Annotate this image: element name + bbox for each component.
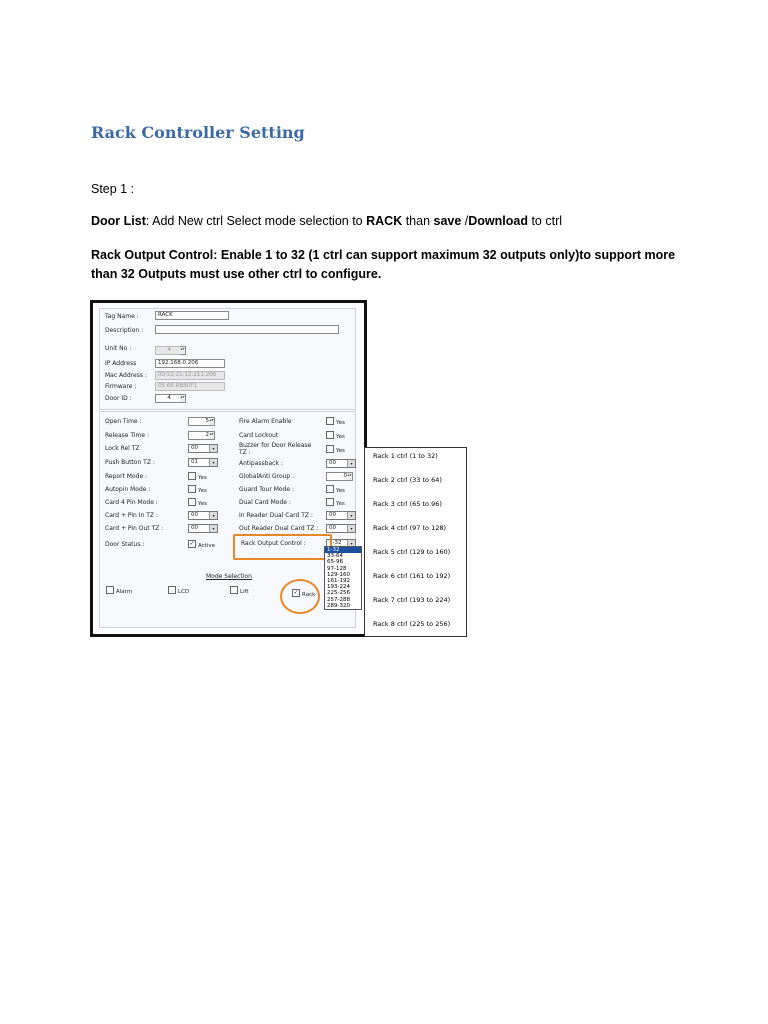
rack-mode-highlight	[280, 579, 320, 614]
fire-alarm-label: Fire Alarm Enable	[239, 418, 292, 425]
door-status-label: Door Status :	[105, 541, 145, 548]
door-list-rack: RACK	[366, 214, 403, 228]
rack-output-control-label: Rack Output Control :	[241, 540, 306, 547]
chevron-down-icon: ▾	[209, 459, 217, 466]
rack-output-paragraph: Rack Output Control: Enable 1 to 32 (1 ctrl can support maximum 32 outputs only)to support more than 32 Outputs must use other ctrl to configure.	[91, 248, 676, 281]
card-pin-in-tz-value: 00	[191, 512, 198, 518]
global-anti-group-spinner-icon[interactable]: ▴▾	[347, 472, 353, 481]
card-4-pin-mode-label: Card 4 Pin Mode :	[105, 499, 158, 506]
antipassback-label: Antipassback :	[239, 460, 283, 467]
lock-rel-tz-select[interactable]	[188, 444, 218, 453]
guard-tour-mode-checkbox[interactable]	[326, 485, 334, 493]
dropdown-option[interactable]: 97-128	[327, 565, 347, 572]
release-time-input[interactable]: 2	[188, 431, 210, 440]
dual-card-mode-label: Dual Card Mode :	[239, 499, 291, 506]
push-button-tz-value: 01	[191, 459, 198, 465]
push-button-tz-label: Push Button TZ :	[105, 459, 155, 466]
tag-name-input[interactable]: RACK	[155, 311, 229, 320]
push-button-tz-select[interactable]	[188, 458, 218, 467]
autopin-mode-checkbox[interactable]	[188, 485, 196, 493]
global-anti-group-label: GlobalAnti Group :	[239, 473, 295, 480]
dropdown-option[interactable]: 1-32	[325, 547, 361, 553]
report-mode-yes-label: Yes	[198, 475, 207, 481]
lock-rel-tz-value: 00	[191, 445, 198, 451]
door-list-label: Door List	[91, 214, 146, 228]
dropdown-option[interactable]: 193-224	[327, 584, 350, 591]
door-status-checkbox[interactable]: ✓	[189, 540, 195, 547]
dropdown-option[interactable]: 161-192	[327, 578, 350, 585]
out-reader-dual-card-tz-select[interactable]	[326, 524, 356, 533]
legend-item: Rack 1 ctrl (1 to 32)	[373, 452, 438, 460]
ip-address-input[interactable]: 192.168.0.206	[155, 359, 225, 368]
rack-mode-checkbox[interactable]: ✓	[293, 589, 299, 596]
legend-item: Rack 7 ctrl (193 to 224)	[373, 596, 451, 604]
card-lockout-yes-label: Yes	[336, 434, 345, 440]
in-reader-dual-card-tz-select[interactable]	[326, 511, 356, 520]
card-pin-out-tz-value: 00	[191, 525, 198, 531]
legend-item: Rack 5 ctrl (129 to 160)	[373, 548, 451, 556]
release-time-spinner-icon[interactable]: ▴▾	[209, 431, 215, 440]
legend-item: Rack 6 ctrl (161 to 192)	[373, 572, 451, 580]
chevron-down-icon: ▾	[347, 540, 355, 547]
firmware-label: Firmware :	[105, 383, 137, 390]
mode-selection-label: Mode Selection	[206, 573, 252, 580]
rack-output-highlight	[233, 534, 332, 560]
legend-item: Rack 4 ctrl (97 to 128)	[373, 524, 447, 532]
fire-alarm-checkbox[interactable]	[326, 417, 334, 425]
card-pin-out-tz-label: Card + Pin Out TZ :	[105, 525, 164, 532]
door-list-text-2: than	[402, 214, 434, 228]
fire-alarm-yes-label: Yes	[336, 420, 345, 426]
dropdown-option[interactable]: 65-96	[327, 559, 343, 566]
dropdown-option[interactable]: 225-256	[327, 590, 350, 597]
card-4-pin-mode-checkbox[interactable]	[188, 498, 196, 506]
lcd-mode-checkbox[interactable]	[168, 586, 176, 594]
unit-no-label: Unit No :	[105, 345, 132, 352]
card-lockout-checkbox[interactable]	[326, 431, 334, 439]
rack-output-dropdown-list	[324, 546, 362, 610]
rack-legend-box	[364, 447, 467, 637]
dropdown-option[interactable]: 289-320	[327, 602, 350, 609]
legend-item: Rack 3 ctrl (65 to 96)	[373, 500, 442, 508]
open-time-input[interactable]: 5	[188, 417, 210, 426]
door-list-save: save	[433, 214, 462, 228]
card-4-pin-mode-yes-label: Yes	[198, 501, 207, 507]
chevron-down-icon: ▾	[347, 525, 355, 532]
mac-address-label: Mac Address :	[105, 372, 147, 379]
lift-mode-label: Lift	[240, 589, 249, 595]
dual-card-mode-yes-label: Yes	[336, 501, 345, 507]
basic-info-panel	[99, 308, 356, 410]
out-reader-dual-card-tz-label: Out Reader Dual Card TZ :	[239, 525, 319, 532]
lift-mode-checkbox[interactable]	[230, 586, 238, 594]
guard-tour-mode-yes-label: Yes	[336, 488, 345, 494]
door-list-paragraph	[91, 212, 562, 231]
rack-mode-label: Rack	[302, 592, 316, 598]
rack-output-control-value: 1-32	[329, 540, 342, 546]
buzzer-yes-label: Yes	[336, 448, 345, 454]
in-reader-dual-card-tz-label: In Reader Dual Card TZ :	[239, 512, 313, 519]
firmware-input: 05.66.RBB0F1	[155, 382, 225, 391]
autopin-mode-yes-label: Yes	[198, 488, 207, 494]
lock-rel-tz-label: Lock Rel TZ	[105, 445, 140, 452]
alarm-mode-checkbox[interactable]	[106, 586, 114, 594]
out-reader-dual-card-tz-value: 00	[329, 525, 336, 531]
card-pin-in-tz-label: Card + Pin In TZ :	[105, 512, 158, 519]
ip-address-label: IP Address	[105, 360, 137, 367]
global-anti-group-input[interactable]: 0	[326, 472, 348, 481]
guard-tour-mode-label: Guard Tour Mode :	[239, 486, 294, 493]
dropdown-option[interactable]: 33-64	[327, 553, 343, 560]
chevron-down-icon: ▾	[209, 525, 217, 532]
door-list-download: Download	[468, 214, 528, 228]
release-time-label: Release Time :	[105, 432, 149, 439]
chevron-down-icon: ▾	[209, 512, 217, 519]
door-id-input[interactable]: 4	[155, 394, 181, 403]
in-reader-dual-card-tz-value: 00	[329, 512, 336, 518]
page-title: Rack Controller Setting	[91, 123, 305, 142]
unit-no-input: 4	[155, 346, 181, 355]
antipassback-select[interactable]	[326, 459, 356, 468]
dropdown-option[interactable]: 129-160	[327, 571, 350, 578]
open-time-spinner-icon[interactable]: ▴▾	[209, 417, 215, 426]
buzzer-label: Buzzer for Door Release TZ :	[239, 442, 312, 456]
alarm-mode-label: Alarm	[116, 589, 133, 595]
description-input[interactable]	[155, 325, 339, 334]
dropdown-option[interactable]: 257-288	[327, 596, 350, 603]
door-id-label: Door ID :	[105, 395, 132, 402]
door-list-text-1: : Add New ctrl Select mode selection to	[145, 214, 367, 228]
antipassback-value: 00	[329, 460, 336, 466]
report-mode-checkbox[interactable]	[188, 472, 196, 480]
chevron-down-icon: ▾	[347, 512, 355, 519]
door-status-active-label: Active	[198, 543, 216, 549]
step-label: Step 1 :	[91, 182, 135, 196]
mac-address-input: 00:52:21:12:211:206	[155, 371, 225, 380]
card-pin-out-tz-select[interactable]	[188, 524, 218, 533]
lcd-mode-label: LCD	[178, 589, 190, 595]
report-mode-label: Report Mode :	[105, 473, 148, 480]
card-lockout-label: Card Lockout	[239, 432, 279, 439]
legend-item: Rack 8 ctrl (225 to 256)	[373, 620, 451, 628]
tag-name-label: Tag Name :	[105, 313, 139, 320]
chevron-down-icon: ▾	[209, 445, 217, 452]
door-id-spinner-icon[interactable]: ▴▾	[180, 394, 186, 403]
chevron-down-icon: ▾	[347, 460, 355, 467]
legend-item: Rack 2 ctrl (33 to 64)	[373, 476, 442, 484]
autopin-mode-label: Autopin Mode :	[105, 486, 151, 493]
buzzer-checkbox[interactable]	[326, 445, 334, 453]
card-pin-in-tz-select[interactable]	[188, 511, 218, 520]
open-time-label: Open Time :	[105, 418, 142, 425]
dual-card-mode-checkbox[interactable]	[326, 498, 334, 506]
door-list-text-3: /	[461, 214, 469, 228]
unit-no-spinner-icon: ▴▾	[180, 346, 186, 355]
description-label: Description :	[105, 327, 144, 334]
door-list-text-4: to ctrl	[527, 214, 563, 228]
